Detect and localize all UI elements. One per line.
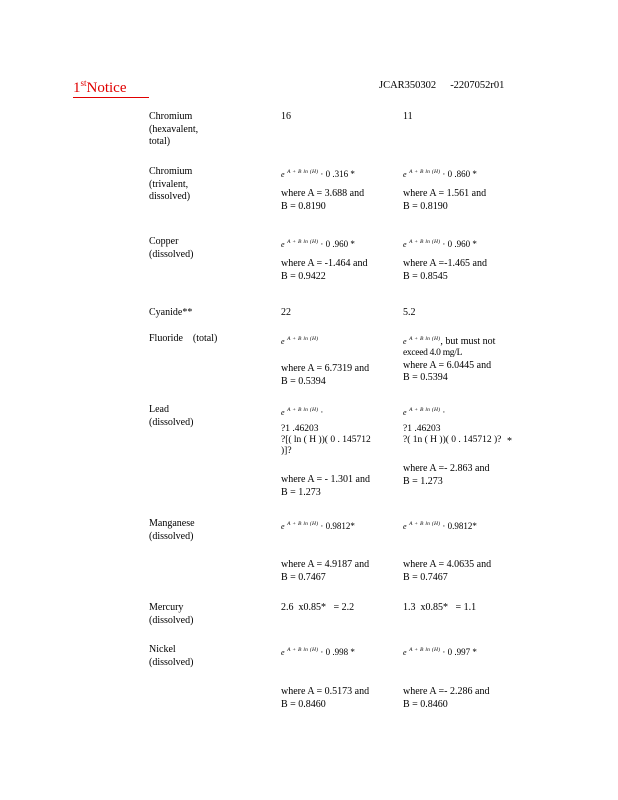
b-value: B = 0.8190 [403,200,448,212]
chronic-value: 5.2 [403,307,416,318]
formula-factor: · 0 .960 * [442,239,477,249]
chronic-value: 11 [403,111,413,122]
doc-code: JCAR350302 [379,80,437,91]
formula-expression: e $^{A + B ln (H)}$ · 0 .960 * [403,239,477,249]
formula-exponent: A + B ln (H) [287,336,319,342]
formula-factor: · 0 .997 * [442,647,477,657]
formula-expression: e $^{A + B ln (H)}$, but must not [403,336,496,347]
chronic-formula: e $^{A + B ln (H)}$ · ?1 .46203   ?( 1n ( H ))( 0 . 145712 )? * where A =- 2.863 and B = 1.273 [403,404,513,488]
formula-exponent: A + B ln (H) [287,407,319,413]
formula-exponent: A + B ln (H) [287,647,319,653]
formula-expression: e $^{A + B ln (H)}$ [281,336,319,346]
where-clause: where A =- 2.286 and [403,686,490,697]
formula-expression: e $^{A + B ln (H)}$ · 0.9812* [403,521,477,531]
acute-formula [281,333,381,388]
b-value: B = 0.7467 [403,571,448,583]
where-clause: where A = 1.561 and [403,188,487,199]
formula-expression: e $^{A + B ln (H)}$ · [281,407,324,417]
notice-ordinal: st [80,78,87,88]
acute-formula [281,404,381,499]
substance-name: Copper (dissolved) [149,236,194,260]
substance-name: Fluoride (total) [149,333,218,344]
formula-limit: exceed 4.0 mg/L [403,348,463,358]
acute-value: 22 [281,307,291,318]
b-value: B = 0.8190 [281,200,326,212]
acute-formula [281,236,381,283]
acute-formula [281,644,381,711]
chronic-value: 1.3 x0.85* = 1.1 [403,602,477,613]
where-clause: where A =-1.465 and [403,258,487,269]
acute-formula [281,518,381,584]
formula-expression: e $^{A + B ln (H)}$ · 0 .960 * [281,239,355,249]
where-clause: where A = 6.7319 and [281,363,370,374]
b-value: B = 0.7467 [281,571,326,583]
formula-line: ?( 1n ( H ))( 0 . 145712 )? [403,435,502,445]
formula-factor: · 0 .316 * [320,169,355,179]
substance-name: Mercury (dissolved) [149,602,194,626]
b-value: B = 0.5394 [403,372,448,383]
formula-exponent: A + B ln (H) [409,647,441,653]
where-clause: where A = 0.5173 and [281,686,370,697]
formula-factor: · 0 .998 * [320,647,355,657]
formula-line: ?[( ln ( H ))( 0 . 145712 )]? [281,435,371,456]
formula-expression: e $^{A + B ln (H)}$ · 0.9812* [281,521,355,531]
formula-line: ?1 .46203   [403,424,451,434]
acute-value: 16 [281,111,291,122]
b-value: B = 0.8545 [403,270,448,282]
b-value: B = 0.8460 [403,698,448,710]
notice-word: Notice [86,80,127,96]
chronic-formula [403,333,513,385]
b-value: B = 1.273 [403,475,443,487]
substance-name: Lead (dissolved) [149,404,194,428]
document-id [379,80,504,91]
formula-exponent: A + B ln (H) [287,521,319,527]
formula-factor: · 0 .860 * [442,169,477,179]
acute-value: 2.6 x0.85* = 2.2 [281,602,355,613]
substance-name: Cyanide** [149,307,193,318]
where-clause: where A = 6.0445 and [403,359,492,371]
formula-exponent: A + B ln (H) [409,407,441,413]
b-value: B = 0.8460 [281,698,326,710]
chronic-formula [403,518,513,584]
formula-line: ?1 .46203   [281,424,329,434]
formula-factor: · 0.9812* [442,521,477,531]
substance-name: Manganese (dissolved) [149,518,195,542]
where-clause: where A = 3.688 and [281,188,365,199]
formula-exponent: A + B ln (H) [409,169,441,175]
where-clause: where A = 4.9187 and [281,559,370,570]
formula-expression: e $^{A + B ln (H)}$ · 0 .860 * [403,169,477,179]
where-clause: where A = -1.464 and [281,258,368,269]
formula-exponent: A + B ln (H) [409,521,441,527]
substance-name: Chromium (hexavalent, total) [149,111,199,147]
substance-name: Nickel (dissolved) [149,644,194,668]
formula-exponent: A + B ln (H) [409,336,441,342]
where-clause: where A =- 2.863 and [403,463,490,474]
chronic-formula [403,236,513,283]
notice-heading [73,74,149,98]
chronic-formula [403,644,513,711]
chronic-formula [403,166,513,213]
doc-revision: -2207052r01 [450,80,505,91]
substance-name: Chromium (trivalent, dissolved) [149,166,193,202]
formula-note: , but must not [440,336,496,347]
acute-formula [281,166,381,213]
notice-number: 1 [73,80,81,96]
where-clause: where A = - 1.301 and [281,474,370,485]
b-value: B = 0.5394 [281,375,326,387]
b-value: B = 1.273 [281,486,321,498]
formula-expression: e $^{A + B ln (H)}$ · [403,407,446,417]
formula-factor: · 0 .960 * [320,239,355,249]
formula-factor: · 0.9812* [320,521,355,531]
where-clause: where A = 4.0635 and [403,559,492,570]
formula-exponent: A + B ln (H) [409,239,441,245]
formula-expression: e $^{A + B ln (H)}$ · 0 .998 * [281,647,355,657]
formula-expression: e $^{A + B ln (H)}$ · 0 .316 * [281,169,355,179]
formula-expression: e $^{A + B ln (H)}$ · 0 .997 * [403,647,477,657]
formula-exponent: A + B ln (H) [287,239,319,245]
formula-exponent: A + B ln (H) [287,169,319,175]
b-value: B = 0.9422 [281,270,326,282]
